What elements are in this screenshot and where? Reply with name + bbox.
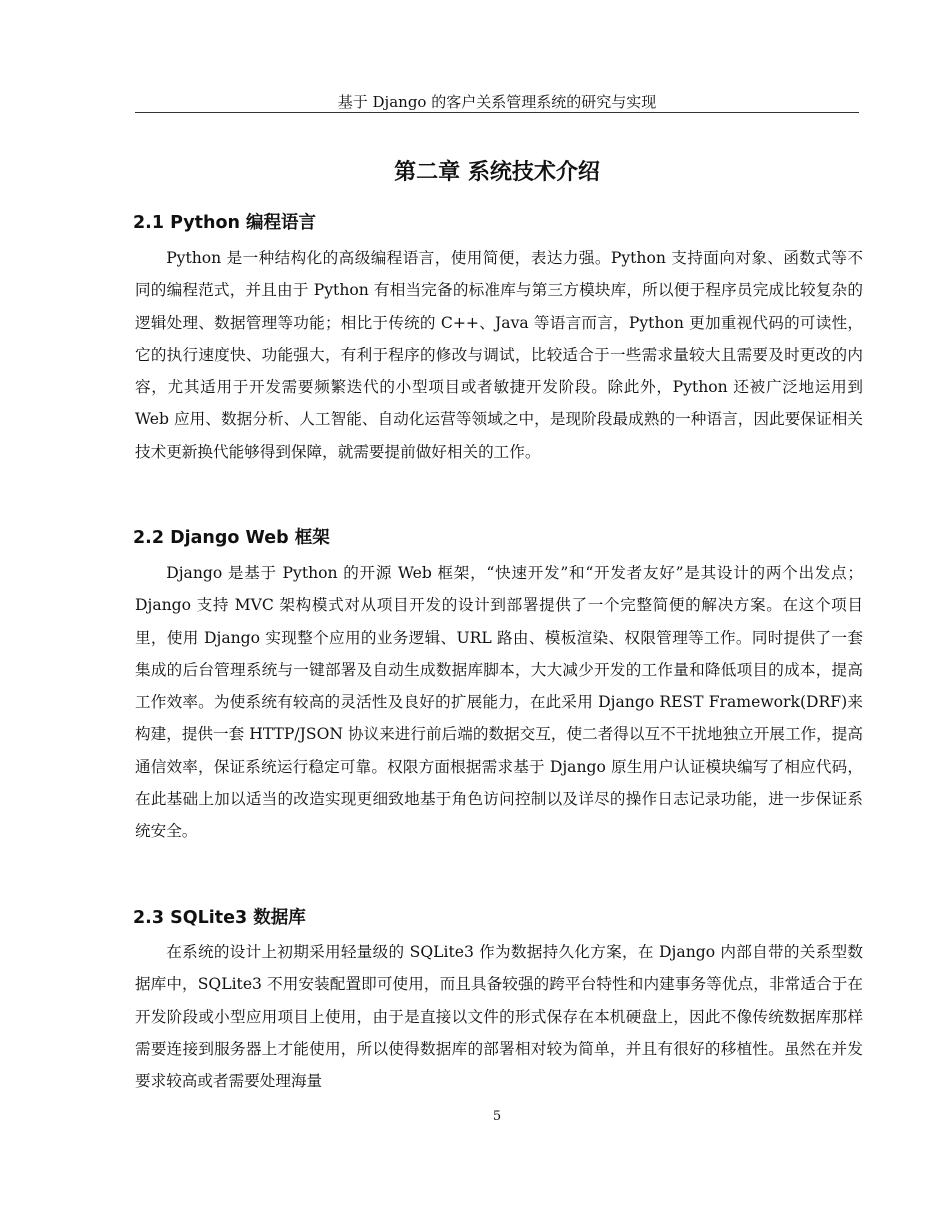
section-heading-django: 2.2 Django Web 框架 — [133, 528, 330, 548]
section-paragraph-django: Django 是基于 Python 的开源 Web 框架，“快速开发”和“开发者友好”是其设计的两个出发点；Django 支持 MVC 架构模式对从项目开发的设计到部署提供了一个完整简便的解决方案。在这个项目里，使用 Django 实现整个应用的业务逻辑、URL 路由、模板渲染、权限管理等工作。同时提供了一套集成的后台管理系统与一键部署及自动生成数据库脚本，大大减少开发的工作量和降低项目的成本，提高工作效率。为使系统有较高的灵活性及良好的扩展能力，在此采用 Django REST Framework(DRF)来构建，提供一套 HTTP/JSON 协议来进行前后端的数据交互，使二者得以互不干扰地独立开展工作，提高通信效率，保证系统运行稳定可靠。权限方面根据需求基于 Django 原生用户认证模块编写了相应代码，在此基础上加以适当的改造实现更细致地基于角色访问控制以及详尽的操作日志记录功能，进一步保证系统安全。 — [135, 564, 863, 841]
section-paragraph-sqlite: 在系统的设计上初期采用轻量级的 SQLite3 作为数据持久化方案，在 Django 内部自带的关系型数据库中，SQLite3 不用安装配置即可使用，而且具备较强的跨平台特性和内建事务等优点，非常适合于在开发阶段或小型应用项目上使用，由于是直接以文件的形式保存在本机硬盘上，因此不像传统数据库那样需要连接到服务器上才能使用，所以使得数据库的部署相对较为简单，并且有很好的移植性。虽然在并发要求较高或者需要处理海量 — [135, 943, 863, 1091]
section-heading-sqlite: 2.3 SQLite3 数据库 — [133, 908, 306, 928]
section-paragraph-python: Python 是一种结构化的高级编程语言，使用简便，表达力强。Python 支持面向对象、函数式等不同的编程范式，并且由于 Python 有相当完备的标准库与第三方模块库，所以便于程序员完成比较复杂的逻辑处理、数据管理等功能；相比于传统的 C++、Java 等语言而言，Python 更加重视代码的可读性，它的执行速度快、功能强大，有利于程序的修改与调试，比较适合于一些需求量较大且需要及时更改的内容，尤其适用于开发需要频繁迭代的小型项目或者敏捷开发阶段。除此外，Python 还被广泛地运用到 Web 应用、数据分析、人工智能、自动化运营等领域之中，是现阶段最成熟的一种语言，因此要保证相关技术更新换代能够得到保障，就需要提前做好相关的工作。 — [135, 249, 863, 461]
header-rule — [135, 112, 859, 113]
section-heading-python: 2.1 Python 编程语言 — [133, 213, 317, 233]
running-header: 基于 Django 的客户关系管理系统的研究与实现 — [337, 93, 657, 111]
chapter-title: 第二章 系统技术介绍 — [394, 160, 600, 185]
page-number: 5 — [492, 1109, 502, 1124]
